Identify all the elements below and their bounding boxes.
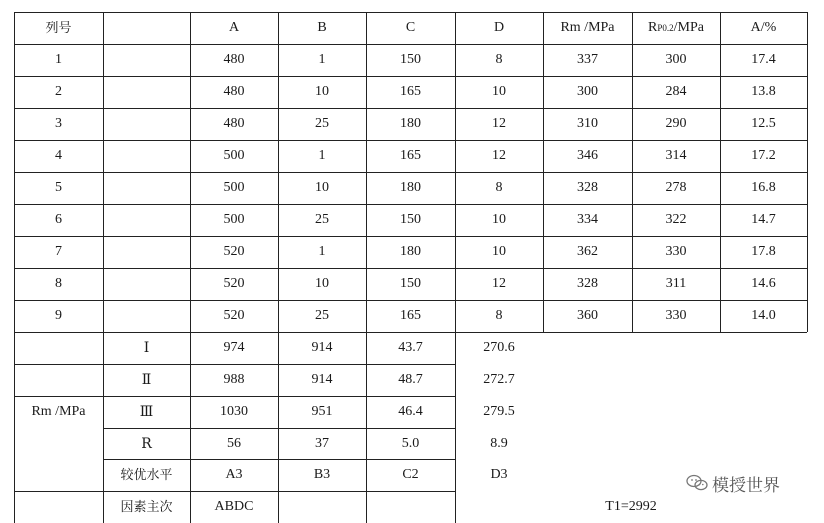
analysis-cell-a: 988 bbox=[223, 372, 245, 387]
column-header-rp bbox=[632, 12, 720, 44]
analysis-cell-a: 56 bbox=[227, 435, 241, 451]
cell-a: 520 bbox=[223, 276, 245, 291]
cell-a: 500 bbox=[223, 148, 245, 163]
analysis-cell-b: 37 bbox=[315, 435, 329, 451]
cell-a: 12.5 bbox=[751, 116, 776, 131]
analysis-cell-a: 1030 bbox=[220, 404, 248, 419]
row-number: 6 bbox=[55, 212, 62, 227]
row-number: 3 bbox=[55, 116, 62, 131]
rp-unit: /MPa bbox=[673, 20, 704, 35]
column-header-d: D bbox=[493, 20, 505, 35]
cell-a: 500 bbox=[223, 212, 245, 227]
cell-a: 17.4 bbox=[751, 52, 776, 67]
watermark bbox=[686, 472, 806, 494]
analysis-cell-a: A3 bbox=[225, 467, 243, 482]
cell-b: 1 bbox=[318, 148, 326, 163]
rp-main: R bbox=[648, 20, 658, 35]
column-header-rm: Rm /MPa bbox=[560, 20, 615, 35]
cell-d: 12 bbox=[492, 276, 506, 291]
cell-b: 1 bbox=[318, 52, 326, 67]
cell-b: 25 bbox=[315, 212, 329, 227]
watermark-text: 模授世界 bbox=[712, 475, 780, 496]
cell-c: 150 bbox=[400, 212, 421, 227]
column-header-c: C bbox=[405, 20, 416, 35]
rp-subscript: P0.2 bbox=[657, 22, 674, 33]
analysis-cell-c: 46.4 bbox=[398, 404, 423, 419]
row-number: 2 bbox=[55, 84, 62, 99]
analysis-cell-d: 8.9 bbox=[490, 435, 508, 451]
cell-b: 1 bbox=[318, 244, 326, 259]
cell-a: 520 bbox=[223, 244, 245, 259]
cell-d: 12 bbox=[492, 148, 506, 163]
cell-rm: 362 bbox=[577, 244, 598, 259]
cell-b: 25 bbox=[315, 308, 329, 323]
cell-rp: 330 bbox=[665, 308, 687, 323]
cell-a: 13.8 bbox=[751, 84, 776, 99]
cell-a: 16.8 bbox=[751, 180, 776, 195]
cell-a: 500 bbox=[223, 180, 245, 195]
analysis-cell-b: 914 bbox=[311, 372, 333, 387]
cell-b: 10 bbox=[315, 276, 329, 291]
row-number: 7 bbox=[55, 244, 62, 259]
analysis-label: 因素主次 bbox=[120, 499, 173, 515]
analysis-label: Ⅱ bbox=[141, 372, 152, 388]
cell-c: 165 bbox=[400, 84, 421, 99]
cell-a: 17.2 bbox=[751, 148, 776, 163]
cell-c: 165 bbox=[400, 148, 421, 163]
total-value: T1=2992 bbox=[605, 499, 657, 514]
column-header-a: A/% bbox=[750, 20, 777, 35]
cell-rp: 300 bbox=[665, 52, 687, 67]
cell-d: 10 bbox=[492, 84, 506, 99]
cell-c: 150 bbox=[400, 276, 421, 291]
cell-d: 8 bbox=[495, 308, 503, 323]
cell-d: 10 bbox=[492, 212, 506, 227]
analysis-cell-b: B3 bbox=[313, 467, 331, 482]
analysis-cell-d: 279.5 bbox=[483, 404, 515, 419]
cell-rm: 337 bbox=[577, 52, 598, 67]
analysis-cell-b: 951 bbox=[311, 404, 333, 419]
cell-b: 25 bbox=[315, 116, 329, 131]
cell-a: 480 bbox=[223, 84, 245, 99]
cell-c: 150 bbox=[400, 52, 421, 67]
cell-d: 10 bbox=[492, 244, 506, 259]
cell-rp: 322 bbox=[665, 212, 687, 227]
column-header-b: B bbox=[317, 20, 327, 35]
cell-d: 8 bbox=[495, 52, 503, 67]
cell-a: 480 bbox=[223, 52, 245, 67]
cell-rm: 346 bbox=[577, 148, 598, 163]
analysis-cell-c: 43.7 bbox=[398, 340, 423, 355]
cell-rp: 330 bbox=[665, 244, 687, 259]
cell-a: 14.6 bbox=[751, 276, 776, 291]
analysis-cell-c: 5.0 bbox=[401, 435, 420, 451]
cell-a: 480 bbox=[223, 116, 245, 131]
col-line bbox=[807, 12, 808, 332]
cell-rm: 334 bbox=[577, 212, 598, 227]
cell-c: 180 bbox=[400, 180, 421, 195]
analysis-cell-c: 48.7 bbox=[398, 372, 423, 387]
analysis-label: Ⅲ bbox=[139, 404, 154, 420]
cell-rm: 310 bbox=[577, 116, 598, 131]
cell-b: 10 bbox=[315, 84, 329, 99]
analysis-label: Ⅰ bbox=[143, 340, 150, 356]
cell-d: 8 bbox=[495, 180, 503, 195]
cell-rm: 360 bbox=[577, 308, 598, 323]
cell-rm: 300 bbox=[577, 84, 598, 99]
cell-a: 14.0 bbox=[751, 308, 776, 323]
cell-rp: 311 bbox=[665, 276, 687, 291]
analysis-cell-d: 270.6 bbox=[483, 340, 515, 355]
analysis-cell-b bbox=[278, 491, 366, 523]
analysis-cell-c bbox=[366, 491, 455, 523]
cell-c: 180 bbox=[400, 244, 421, 259]
analysis-cell-a: ABDC bbox=[214, 499, 254, 514]
analysis-label: R bbox=[141, 435, 152, 452]
cell-a: 520 bbox=[223, 308, 245, 323]
row-number: 1 bbox=[55, 52, 62, 67]
analysis-cell-b: 914 bbox=[311, 340, 333, 355]
cell-rp: 290 bbox=[665, 116, 687, 131]
cell-rp: 278 bbox=[665, 180, 687, 195]
cell-c: 165 bbox=[400, 308, 421, 323]
analysis-cell-d: D3 bbox=[490, 467, 508, 482]
analysis-label: 较优水平 bbox=[120, 467, 173, 483]
chat-bubble-icon bbox=[686, 474, 708, 492]
analysis-group-label: Rm /MPa bbox=[31, 404, 86, 419]
cell-d: 12 bbox=[492, 116, 506, 131]
row-header: 列号 bbox=[45, 20, 72, 36]
row-number: 5 bbox=[55, 180, 62, 195]
analysis-cell-d: 272.7 bbox=[483, 372, 515, 387]
row-number: 4 bbox=[55, 148, 62, 163]
cell-a: 17.8 bbox=[751, 244, 776, 259]
cell-c: 180 bbox=[400, 116, 421, 131]
cell-rp: 314 bbox=[665, 148, 687, 163]
cell-b: 10 bbox=[315, 180, 329, 195]
cell-rm: 328 bbox=[577, 276, 598, 291]
row-number: 9 bbox=[55, 308, 62, 323]
cell-a: 14.7 bbox=[751, 212, 776, 227]
column-header-a: A bbox=[228, 20, 240, 35]
row-number: 8 bbox=[55, 276, 62, 291]
cell-rm: 328 bbox=[577, 180, 598, 195]
header-cell bbox=[103, 12, 190, 44]
analysis-cell-c: C2 bbox=[402, 467, 419, 482]
analysis-cell-a: 974 bbox=[223, 340, 245, 355]
cell-rp: 284 bbox=[665, 84, 687, 99]
